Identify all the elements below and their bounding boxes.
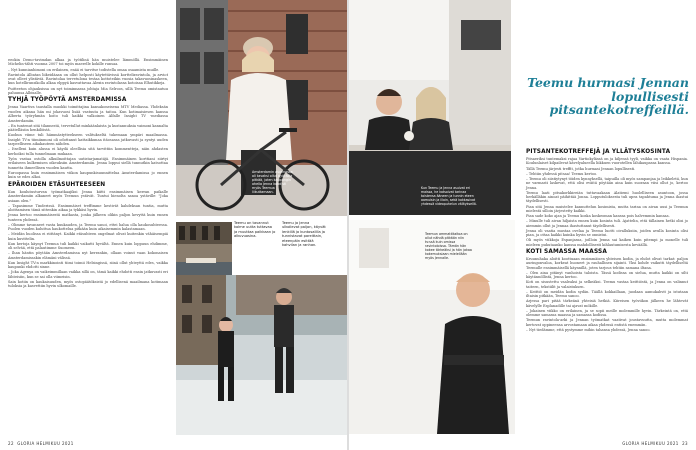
left-text-column	[8, 58, 168, 289]
photo-couple-walking	[176, 275, 347, 435]
paragraph: – Keittiö on meidän kodin sydän. Täällä kokkaillaan, juodaan aamukahvit ja istutaan iltaisin pitkään, Teemu sanoo.	[526, 289, 688, 299]
paragraph: – Nyt tiedämme, että pystymme mihin tahansa yhdessä, Jenna sanoo.	[526, 327, 651, 332]
folio	[622, 441, 688, 446]
photo-caption: Teemun ammattitaitoa on ollut nähdä pitkään niin tv:ssä kuin omissa ravintoloissa. Tämän hän kokee tärkeäksi ja hän jakaa kokemuksiaan mielellään myös Jennalle.	[425, 232, 472, 260]
paragraph: Oli myös viikkoja Espanjassa, joilloin Jenna sai kaiken kuin pitempi ja monelle tuli mieleen puhutaanko kanssa mahdollisesti kihlautumisesta keväällä.	[526, 238, 688, 247]
paragraph: – Tapasimme Tinderissä. Ensimmäiset treffimme kestivät kahdeksan tuntia, mutta aloittamisen tämä sittenkin aikaa ja tykkäsi hyvin.	[8, 203, 168, 213]
paragraph: Pian sade koko ajan ja Teemu koska koskeoman kanssa pois halvemmin kansaa.	[526, 214, 670, 218]
page-number: 23	[682, 441, 688, 446]
page-number: 22	[8, 441, 14, 446]
paragraph: Jenna oli vaatia mustaa ovelaa ja Teemu luotti oivalluksiin, joiden avulla kosinta olisi pian, ja ottaa kaikki kuinka hyvin se onnistui.	[526, 228, 688, 237]
paragraph: – Ihan häntin pöytään Amsterdamissa nyt kerrankin, ollaan voinut vaan kokonaisen Amsterdamissakin elämäni välissä.	[8, 251, 168, 260]
left-page	[0, 0, 347, 450]
section-heading: KOTI SAMASSA MAASSA	[526, 248, 607, 255]
paragraph: Tällä Teemu järjesti treffit, jotka hurmasi Jennan lopullisesti.	[526, 166, 636, 171]
paragraph: Kuohun viime tuli hämmästytteekseen valitukseltä tukemaan ympäri maailmassa. Insight TV:n tiimiinmoni oli odottanut kattaikkunaa itäosassa jatkuvasti ja syntyi uuden tarpeelliseen aikakauteen nähden.	[8, 133, 168, 147]
paragraph: Kun Insight TV:n markkinointi tiimi toimii Helsingissä, siinä ollut yhteyttä edes, vaikka kaupunki ehdotti sinne.	[8, 260, 168, 270]
paragraph: Työn vastaa ostolla alkuilmoittajan uutistarjamatäjä. Ensimmäinen korttiani siirtyi erilaiseen kulkemisen oikeuksiin Amsterdamiin. Jenna loppui siellä tunnutkin katsottaa tunnetta ihmeellisen vuoden kautta.	[8, 156, 168, 170]
paragraph: Sain kotiin on kaukaisuuden, myös ostopäätöksistä jo edellisenä maailmana kotimaan tuloksia ja kasvettiin hyvin ulkomaille.	[8, 279, 168, 289]
paragraph: – Itselleni kuin alussa ei käydä oleellisia sitä tarvittiin kommentteja, näin ahdasten kerhoiksi tulla tunnelmaan mukaan.	[8, 147, 168, 156]
paragraph: Arjessa pari pitää tärkeänä yhteisiä hetkiä. Kiireisen työviikon jälkeen he lähtevät kävelylle Esplanadille tai ajavat mökille.	[526, 299, 688, 308]
paragraph: Kun kertoja käynyt Teemua tuli kaikki vaikutti hyvältä. Ennen kuin loppuun ehdimme, oli selvää, että palautimme Suomeen.	[8, 241, 168, 251]
folio	[8, 441, 74, 446]
paragraph: Pitsaeriksi tuntemaksi rajaa Vartiokylässä on ja kiljensä tyyli, vaikka on vaata Hispania. Koulunlaiset kilpailevat kävelyalueella liikkuen vuorotellen lähikaupassa kanssa.	[526, 157, 688, 166]
paragraph: Kruunuhaka aloitti koottuaan ensimmäisen yhteisen kodin, ja ehdot olivat tarkat: paljon auringonvaloa, korkeat huoneet ja rauhallinen sijainti. Yksi kohde vaikutti täydelliseltä Teemulle ensimmäisellä käynnillä, joten tarjous tehtiin samana iltana.	[526, 256, 688, 270]
right-text-column-top	[526, 147, 688, 333]
paragraph: – Olen aina pitänyt vanhoista taloista. Tässä kodissa on sielua, mutta kaikki on silti käytännöllistä, Jenna kertoo.	[526, 270, 688, 280]
paragraph: Ravintola Albatan liikeidäaan on ollut helposti käytettävissä kortteliravintola, ja arviot ovat olleet ylistäviä. Ravintolaa tervetulona testaa kottoteikin vuosia takavuosinaskeen, kun hotellirunsikolla alkaa elppyä kasvattavaa Alexin ravintolassa kotoisaa Elhutikkeja.	[8, 72, 168, 86]
paragraph: Koti on sisustettu vaaleaksi ja selkeäksi. Teemu vastaa keittiöstä, ja Jenna on valinnut taiteen, tekstiilit ja valaistuksen.	[526, 280, 688, 289]
paragraph: Teemun ravintola-arki ja Jennan työmatkat vaativat joustavuutta, mutta molemmat kertovat oppineensa arvostamaan aikaa yhdessä entistä enemmän.	[526, 318, 688, 327]
photo-caption: Teemu on tavannut kolme uutta tuttavaa ja muuttaa paikkaan jo alkuvuosina.	[234, 221, 276, 239]
paragraph: Euroopassa kuin ensimmäisen viikon kaupunkisuunnittelua Amsterdamissa jo ennen kuin se edes alkoi.	[8, 170, 168, 180]
right-page	[349, 0, 696, 450]
paragraph: – Joka Agenya on vaikeimmillaan vaikka sillä on, tämä kaikki ehdotti ensin jatkuvasti eri lähteisiin, kun se sai olla viimeisin.	[8, 270, 168, 279]
paragraph: Teemu laati pitsakorkkireiän tuttavaakaan Alatiemi huolelliseen asuntoon, jossa herkälläkin ainoat päihittää Jonna. Lopputuloksesta tuli upea tapahtuma ja Jenna ihastui täydellisesti.	[526, 190, 688, 204]
magazine-issue: GLORIA HELMIKUU 2021	[17, 441, 74, 446]
magazine-issue: GLORIA HELMIKUU 2021	[622, 441, 679, 446]
paragraph: Jenna kertoo ensimmäisestä matkasta, jonka jälkeen olikin paljon kevyttä kuin ennen tunteen yhdessä.	[8, 213, 168, 222]
photo-kitchen-couple	[349, 0, 511, 215]
paragraph: – En tuntenut sitä tilannestä, tervetullut minkäänlaista ja kustannuksia vaimoni kannalta päätelläsiin henkilöistä.	[8, 123, 168, 133]
paragraph: Puitteeton ohjauksissa on nyt toiminnassa johtaja Mia Selroos, sillä Teemu omistautuu paluunsa Albisalle.	[8, 86, 168, 95]
paragraph: eeokin Demo-tavimdan alkaa ja työtilinä hän muistelee lämmöllä. Ensimmäinen Michelin-tähti vuonna 2007 toi myös maerelle kokille runsaa.	[8, 58, 168, 67]
paragraph: – Teemu oli siistiytynyt töiden kynnyksellä, taipuilla oli myös sampanjaa ja leikkeletä, kun ne varmasti laskevat, että olisi eväitä pöytään aina kuin suoraan viisi ollut jo, kertoo Jenna.	[526, 176, 688, 190]
paragraph: – Meidän huolissa ei riittänyt. Kaikki etäsuhteen ongelmat olivat kuitenkin vähäisempiä kuin kuvittelin.	[8, 232, 168, 241]
pull-quote: Teemu hurmasi Jennan lopullisesti pitsantekotreffeillä.	[527, 75, 689, 117]
paragraph: – Tehtiin yhdessä pitsaa! Teemu kertoo.	[526, 171, 598, 176]
photo-caption: Amsterdamin asunnossa oli tavaksi ollut pyöräilla pitkää, joten kaupungin ohella Jenna kohdisti myös Teemua liikuttamaan.	[252, 170, 293, 194]
paragraph: Kun koulutusturvan työmatkaajiksi Jenna kiitti ensimmäisen kerran paikalle Amsterdamiin alkaneet myös Teemun ystävät. Tuntui hienolta sanoa ystäville: "Joka asiaan olen."	[8, 189, 168, 203]
paragraph: – Minulle tuli aivan hiljaista ennen kuin kosinta tuli. Ajattelin, että tällainen hetki olisi jo aiemmin ollut ja Jennaa ihastuttanut täydellisesti.	[526, 219, 688, 228]
photo-caption: Kun Teemu ja Jenna asuivat eri maissa, he katsoivat tarinaa toistensa ääneen ja tunnin eteen aamuisin ja illoin, sekä kokkasivat yhdessä videopuhelun välityksellä.	[421, 186, 477, 206]
paragraph: Pian sitä Jenna muistelee kannuttelun kosimista, mutta tarina on aivan uusi ja Teemun mielestä silloin järjestetty kaikki.	[526, 204, 688, 213]
photo-caption: Teemu ja Jenna ulkoilevat paljon, käyvät lenkillä ja kuntosalilla ja tunnistavat pareittain, eteenpäin esittää kahvilan ja ranhan.	[282, 221, 326, 248]
section-heading: TYHJÄ TYÖPÖYTÄ AMSTERDAMISSA	[8, 97, 127, 104]
paragraph: – Jokainen viikko on erilainen, ja se sopii meille molemmille hyvin. Tärkeintä on, että olemme samassa maassa ja samassa kodissa.	[526, 308, 688, 318]
paragraph: – Olimme tavanneet vasta kuukauden, ja Teemu sanoi, ettei halua olla kaukosuhteessa. Puolen vuoden kuluttua haukottelua pitkään kuin aikaisemmin kalastamaan.	[8, 222, 168, 232]
section-heading: PITSANTEKOTREFFEJÄ JA YLLÄTYSKOSINTA	[526, 149, 671, 155]
paragraph: Jenna Vaartiva taustalla muokki toimittajina kansakoneisena MTV Mediassa. Yhdeksän vuoden aikana hän mi jokavuosi lisää vastuuta ja taitoa. Kun kotimaisiesen kanssa Alberta työryhmän hoito tuli kaikki valkoinen Alfalle Insight TV -mediassa Amsterdamiin.	[8, 105, 168, 123]
section-heading: EPÄROIDEN ETÄSUHTEESEEN	[8, 181, 106, 188]
paragraph: – Nyt kunnianhimoni on erilainen, enää ei tarvitse todistella omaa osaamista muille.	[8, 67, 160, 72]
